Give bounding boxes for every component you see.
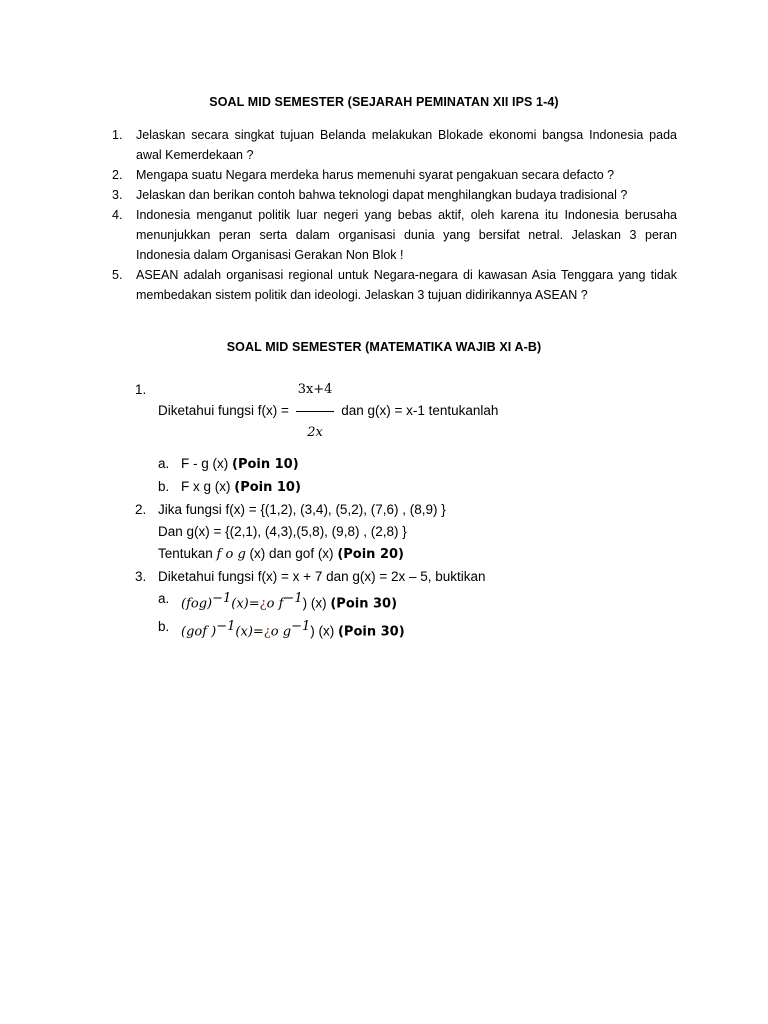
math-expression: (x)= bbox=[231, 596, 260, 612]
sub-letter: b. bbox=[158, 479, 170, 494]
question-text: Mengapa suatu Negara merdeka harus memenuhi syarat pengakuan secara defacto ? bbox=[136, 168, 615, 182]
question-item bbox=[112, 205, 677, 265]
question-text-suffix: dan g(x) = x-1 tentukanlah bbox=[337, 403, 499, 419]
sejarah-title: SOAL MID SEMESTER (SEJARAH PEMINATAN XII IPS 1-4) bbox=[209, 95, 559, 109]
question-item bbox=[135, 499, 695, 521]
matematika-title: SOAL MID SEMESTER (MATEMATIKA WAJIB XI A-B) bbox=[226, 340, 542, 354]
fraction-denominator: 2x bbox=[307, 425, 323, 440]
poin-label: (Poin 30) bbox=[330, 596, 398, 612]
question-text: Jelaskan dan berikan contoh bahwa teknologi dapat menghilangkan budaya tradisional ? bbox=[136, 188, 628, 202]
question-number: 3. bbox=[112, 188, 123, 202]
question-text: Diketahui fungsi f(x) = x + 7 dan g(x) = 2x – 5, buktikan bbox=[158, 569, 486, 584]
fraction bbox=[296, 370, 335, 453]
math-superscript: −1 bbox=[216, 618, 236, 634]
question-number: 4. bbox=[112, 208, 123, 222]
sub-letter: a. bbox=[158, 456, 170, 471]
math-superscript: −1 bbox=[291, 618, 311, 634]
question-text: Indonesia menganut politik luar negeri yang bebas aktif, oleh karena itu Indonesia berusaha menunjukkan peran serta dalam organisasi dunia yang bersifat netral. Jelaskan 3 peran Indonesia dalam Organisasi Gerakan Non Blok ! bbox=[136, 208, 677, 262]
math-error-glyph: ¿ bbox=[259, 596, 267, 612]
question-item bbox=[112, 185, 677, 205]
sub-text: ) (x) bbox=[310, 623, 338, 638]
sub-text: F x g (x) bbox=[181, 479, 235, 494]
question-item bbox=[135, 370, 695, 453]
question-text-suffix: (x) dan gof (x) bbox=[245, 546, 338, 561]
math-expression: (fog) bbox=[181, 596, 213, 612]
question-continuation bbox=[135, 543, 695, 566]
poin-label: (Poin 20) bbox=[337, 547, 404, 562]
poin-label: (Poin 30) bbox=[337, 624, 405, 639]
poin-label: (Poin 10) bbox=[234, 480, 301, 495]
math-expression: o f bbox=[266, 596, 284, 612]
math-expression: (gof ) bbox=[181, 624, 217, 639]
sub-text: ) (x) bbox=[302, 595, 331, 611]
question-text: Jika fungsi f(x) = {(1,2), (3,4), (5,2), (7,6) , (8,9) } bbox=[158, 502, 446, 517]
sub-question bbox=[158, 453, 695, 476]
question-text-prefix: Diketahui fungsi f(x) = bbox=[158, 403, 293, 419]
sub-question bbox=[158, 616, 695, 644]
question-item bbox=[112, 125, 677, 165]
sub-letter: b. bbox=[158, 618, 170, 634]
question-text: Jelaskan secara singkat tujuan Belanda melakukan Blokade ekonomi bangsa Indonesia pada awal Kemerdekaan ? bbox=[136, 128, 677, 162]
question-number: 3. bbox=[135, 569, 147, 584]
math-error-glyph: ¿ bbox=[263, 624, 271, 639]
math-expression: o g bbox=[270, 624, 292, 639]
question-item bbox=[112, 165, 677, 185]
sub-question bbox=[158, 588, 695, 616]
math-expression: (x)= bbox=[235, 624, 264, 639]
question-number: 2. bbox=[135, 502, 147, 517]
matematika-question-list bbox=[135, 370, 695, 643]
math-expression: f o g bbox=[216, 547, 246, 562]
sub-question bbox=[158, 476, 695, 499]
math-superscript: −1 bbox=[212, 591, 232, 606]
sejarah-question-list bbox=[112, 125, 677, 305]
question-continuation: Dan g(x) = {(2,1), (4,3),(5,8), (9,8) , (2,8) } bbox=[158, 524, 407, 539]
sub-text: F - g (x) bbox=[181, 456, 232, 471]
question-item bbox=[112, 265, 677, 305]
sub-letter: a. bbox=[158, 591, 170, 606]
math-superscript: −1 bbox=[283, 591, 303, 606]
question-item bbox=[135, 566, 695, 588]
question-number: 2. bbox=[112, 168, 123, 182]
question-number: 1. bbox=[135, 382, 147, 397]
question-number: 1. bbox=[112, 128, 123, 142]
question-number: 5. bbox=[112, 268, 123, 282]
poin-label: (Poin 10) bbox=[232, 457, 299, 472]
fraction-numerator: 3x+4 bbox=[296, 370, 335, 412]
question-text-prefix: Tentukan bbox=[158, 546, 217, 561]
question-text: ASEAN adalah organisasi regional untuk Negara-negara di kawasan Asia Tenggara yang tidak membedakan sistem politik dan ideologi. Jelaskan 3 tujuan didirikannya ASEAN ? bbox=[136, 268, 677, 302]
